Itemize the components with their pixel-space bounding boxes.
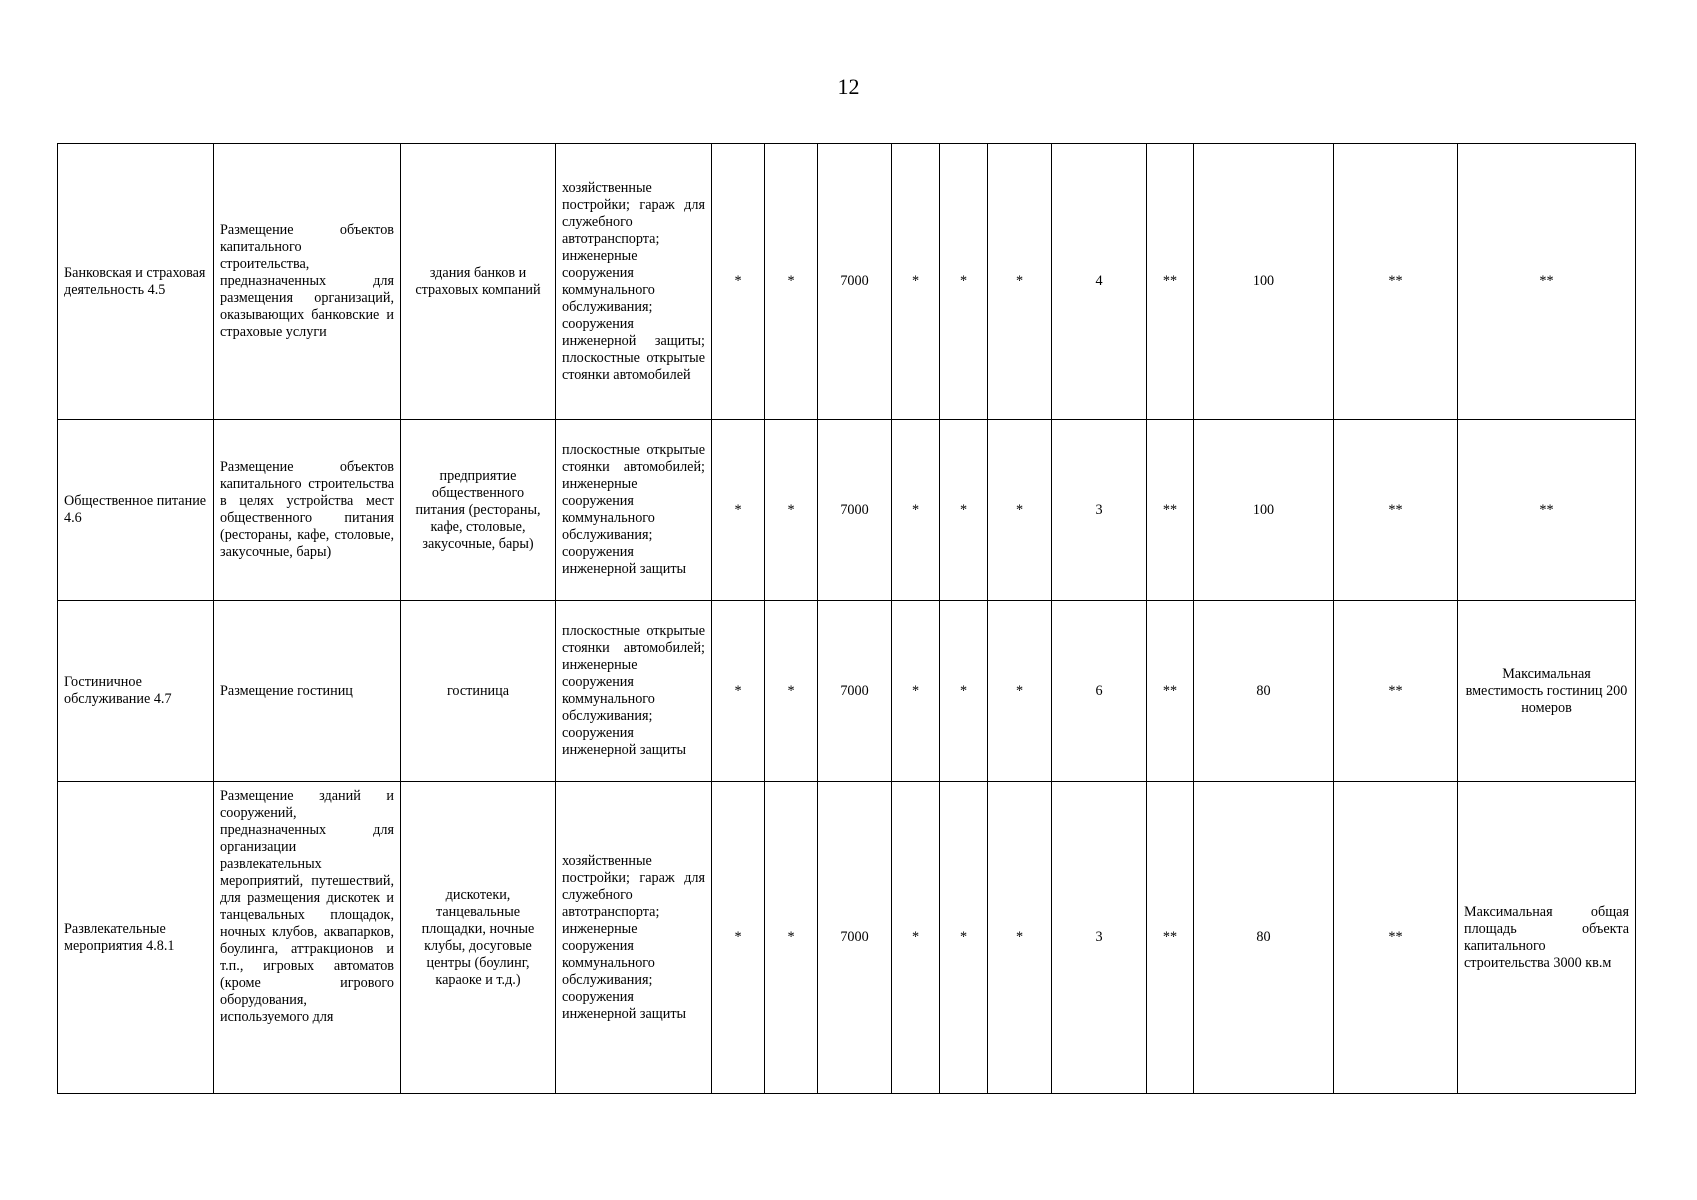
- param-cell: 100: [1194, 420, 1334, 601]
- param-cell: *: [940, 601, 988, 782]
- note-cell: Максимальная общая площадь объекта капитального строительства 3000 кв.м: [1458, 782, 1636, 1094]
- param-cell: *: [892, 420, 940, 601]
- param-cell: 80: [1194, 782, 1334, 1094]
- param-cell: 4: [1052, 144, 1147, 420]
- param-cell: 6: [1052, 601, 1147, 782]
- param-cell: *: [988, 420, 1052, 601]
- param-cell: *: [892, 782, 940, 1094]
- param-cell: *: [988, 782, 1052, 1094]
- permitted-objects: здания банков и страховых компаний: [401, 144, 556, 420]
- land-use-regulations-table: [57, 143, 1636, 1094]
- param-cell: *: [765, 601, 818, 782]
- auxiliary-objects: хозяйственные постройки; гараж для служебного автотранспорта; инженерные сооружения коммунального обслуживания; сооружения инженерной защиты; плоскостные открытые стоянки автомобилей: [556, 144, 712, 420]
- param-cell: *: [940, 782, 988, 1094]
- param-cell: **: [1147, 420, 1194, 601]
- param-cell: *: [940, 144, 988, 420]
- page-number: 12: [837, 74, 860, 99]
- param-cell: **: [1147, 601, 1194, 782]
- param-cell: *: [765, 420, 818, 601]
- param-cell: **: [1147, 144, 1194, 420]
- param-cell: 7000: [818, 782, 892, 1094]
- param-cell: **: [1147, 782, 1194, 1094]
- param-cell: *: [712, 782, 765, 1094]
- note-cell: **: [1458, 144, 1636, 420]
- permitted-objects: гостиница: [401, 601, 556, 782]
- table-row: [58, 144, 1636, 420]
- table-row: [58, 601, 1636, 782]
- table-row: [58, 420, 1636, 601]
- permitted-objects: дискотеки, танцевальные площадки, ночные клубы, досуговые центры (боулинг, караоке и т.д.): [401, 782, 556, 1094]
- auxiliary-objects: хозяйственные постройки; гараж для служебного автотранспорта; инженерные сооружения коммунального обслуживания; сооружения инженерной защиты: [556, 782, 712, 1094]
- param-cell: *: [712, 420, 765, 601]
- table-row: [58, 782, 1636, 1094]
- use-type-description: Размещение объектов капитального строительства в целях устройства мест общественного питания (рестораны, кафе, столовые, закусочные, бары): [214, 420, 401, 601]
- note-cell: **: [1458, 420, 1636, 601]
- param-cell: **: [1334, 782, 1458, 1094]
- permitted-objects: предприятие общественного питания (рестораны, кафе, столовые, закусочные, бары): [401, 420, 556, 601]
- param-cell: *: [892, 144, 940, 420]
- param-cell: 7000: [818, 144, 892, 420]
- param-cell: *: [940, 420, 988, 601]
- use-type-name: Развлекательные мероприятия 4.8.1: [58, 782, 214, 1094]
- param-cell: **: [1334, 144, 1458, 420]
- use-type-name: Гостиничное обслуживание 4.7: [58, 601, 214, 782]
- use-type-name: Банковская и страховая деятельность 4.5: [58, 144, 214, 420]
- param-cell: *: [712, 601, 765, 782]
- auxiliary-objects: плоскостные открытые стоянки автомобилей; инженерные сооружения коммунального обслуживания; сооружения инженерной защиты: [556, 601, 712, 782]
- param-cell: *: [988, 601, 1052, 782]
- use-type-description: Размещение зданий и сооружений, предназначенных для организации развлекательных мероприятий, путешествий, для размещения дискотек и танцевальных площадок, ночных клубов, аквапарков, боулинга, аттракционов и т.п., игровых автоматов (кроме игрового оборудования, используемого для: [214, 782, 401, 1094]
- param-cell: *: [765, 782, 818, 1094]
- param-cell: 80: [1194, 601, 1334, 782]
- note-cell: Максимальная вместимость гостиниц 200 номеров: [1458, 601, 1636, 782]
- param-cell: 7000: [818, 420, 892, 601]
- param-cell: **: [1334, 420, 1458, 601]
- param-cell: *: [712, 144, 765, 420]
- param-cell: *: [892, 601, 940, 782]
- param-cell: 100: [1194, 144, 1334, 420]
- param-cell: *: [988, 144, 1052, 420]
- use-type-name: Общественное питание 4.6: [58, 420, 214, 601]
- param-cell: 3: [1052, 420, 1147, 601]
- auxiliary-objects: плоскостные открытые стоянки автомобилей; инженерные сооружения коммунального обслуживания; сооружения инженерной защиты: [556, 420, 712, 601]
- param-cell: **: [1334, 601, 1458, 782]
- use-type-description: Размещение гостиниц: [214, 601, 401, 782]
- param-cell: 3: [1052, 782, 1147, 1094]
- param-cell: *: [765, 144, 818, 420]
- param-cell: 7000: [818, 601, 892, 782]
- use-type-description: Размещение объектов капитального строительства, предназначенных для размещения организаций, оказывающих банковские и страховые услуги: [214, 144, 401, 420]
